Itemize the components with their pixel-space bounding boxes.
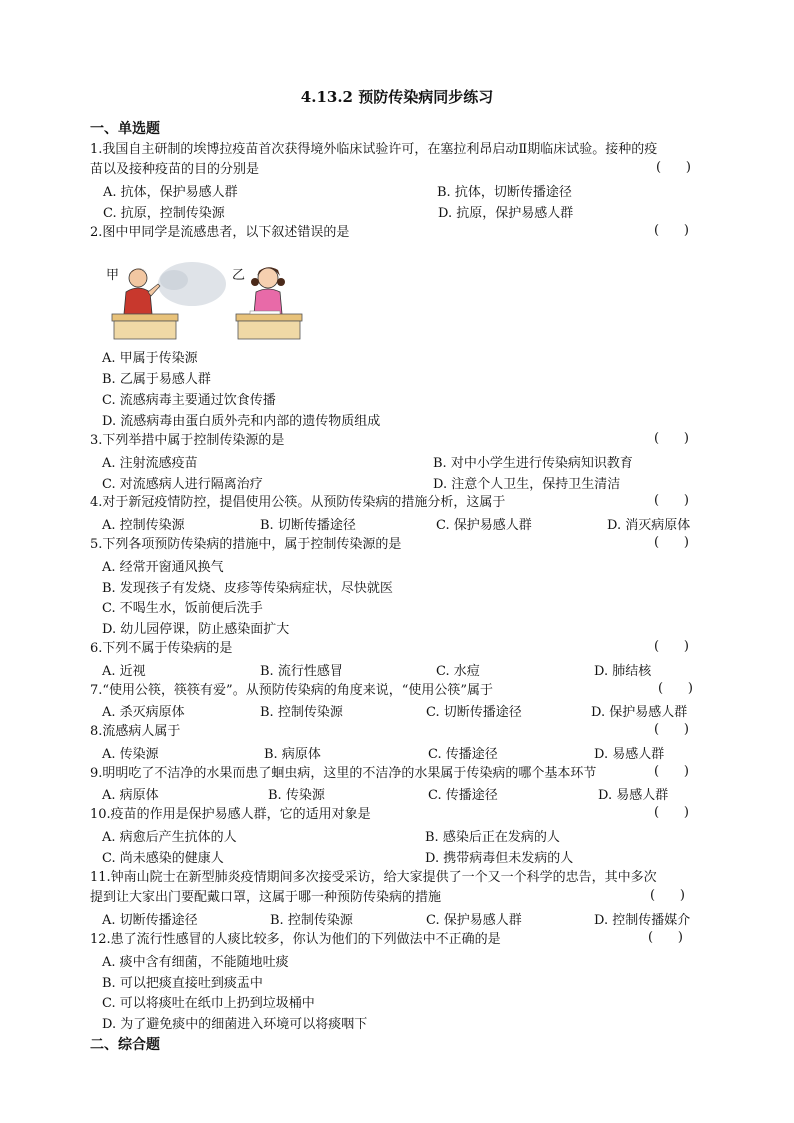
- question-10-option-a: A. 病愈后产生抗体的人: [102, 830, 237, 845]
- right-desk-front: [238, 321, 300, 339]
- question-3-option-b: B. 对中小学生进行传染病知识教育: [433, 456, 633, 471]
- question-1-stem-line2: 苗以及接种疫苗的目的分别是: [90, 162, 260, 177]
- answer-blank: ( ): [654, 535, 689, 550]
- girl-ponytail-right: [277, 278, 285, 286]
- answer-blank: ( ): [656, 160, 691, 175]
- question-11-option-a: A. 切断传播途径: [102, 913, 198, 928]
- answer-blank: ( ): [648, 930, 683, 945]
- question-12-option-b: B. 可以把痰直接吐到痰盂中: [102, 976, 263, 991]
- question-7-option-a: A. 杀灭病原体: [102, 705, 185, 720]
- question-11-option-d: D. 控制传播媒介: [594, 913, 691, 928]
- question-1-option-d: D. 抗原，保护易感人群: [438, 206, 574, 221]
- question-3-option-a: A. 注射流感疫苗: [102, 456, 198, 471]
- question-4-option-c: C. 保护易感人群: [436, 518, 532, 533]
- question-1-option-c: C. 抗原，控制传染源: [103, 206, 225, 221]
- question-9-option-a: A. 病原体: [102, 788, 159, 803]
- question-10-option-b: B. 感染后正在发病的人: [425, 830, 560, 845]
- figure-label-yi: 乙: [232, 268, 246, 283]
- answer-blank: ( ): [654, 722, 689, 737]
- question-8-option-c: C. 传播途径: [428, 747, 498, 762]
- question-5-stem: 5.下列各项预防传染病的措施中，属于控制传染源的是: [90, 537, 402, 552]
- student-figure-illustration: [104, 258, 304, 342]
- question-2-option-c: C. 流感病毒主要通过饮食传播: [102, 393, 276, 408]
- question-6-option-c: C. 水痘: [436, 664, 480, 679]
- question-9-option-d: D. 易感人群: [598, 788, 669, 803]
- question-2-option-a: A. 甲属于传染源: [102, 351, 198, 366]
- question-3-option-c: C. 对流感病人进行隔离治疗: [102, 477, 263, 492]
- question-10-stem: 10.疫苗的作用是保护易感人群，它的适用对象是: [90, 807, 371, 822]
- figure-label-jia: 甲: [106, 268, 120, 283]
- question-9-option-b: B. 传染源: [268, 788, 325, 803]
- question-6-option-d: D. 肺结核: [594, 664, 652, 679]
- question-6-option-b: B. 流行性感冒: [260, 664, 343, 679]
- answer-blank: ( ): [654, 639, 689, 654]
- question-8-stem: 8.流感病人属于: [90, 724, 181, 739]
- question-3-option-d: D. 注意个人卫生，保持卫生清洁: [433, 477, 621, 492]
- right-desk-top: [236, 314, 302, 321]
- question-6-option-a: A. 近视: [102, 664, 146, 679]
- answer-blank: ( ): [658, 681, 693, 696]
- question-8-option-b: B. 病原体: [264, 747, 321, 762]
- answer-blank: ( ): [654, 493, 689, 508]
- book-on-desk: [250, 311, 280, 314]
- question-12-option-d: D. 为了避免痰中的细菌进入环境可以将痰咽下: [102, 1017, 368, 1032]
- question-8-option-d: D. 易感人群: [594, 747, 665, 762]
- question-6-stem: 6.下列不属于传染病的是: [90, 641, 233, 656]
- question-5-option-b: B. 发现孩子有发烧、皮疹等传染病症状，尽快就医: [102, 581, 393, 596]
- answer-blank: ( ): [654, 805, 689, 820]
- section-heading-comprehensive: 二、综合题: [90, 1037, 160, 1053]
- question-10-option-c: C. 尚未感染的健康人: [102, 851, 224, 866]
- question-9-option-c: C. 传播途径: [428, 788, 498, 803]
- answer-blank: ( ): [654, 431, 689, 446]
- question-4-stem: 4.对于新冠疫情防控，提倡使用公筷。从预防传染病的措施分析，这属于: [90, 495, 506, 510]
- answer-blank: ( ): [654, 223, 689, 238]
- section-heading-single-choice: 一、单选题: [90, 121, 160, 137]
- question-4-option-b: B. 切断传播途径: [260, 518, 356, 533]
- question-2-option-d: D. 流感病毒由蛋白质外壳和内部的遗传物质组成: [102, 414, 381, 429]
- left-desk-top: [112, 314, 178, 321]
- boy-arm: [148, 284, 160, 296]
- question-9-stem: 9.明明吃了不洁净的水果而患了蛔虫病，这里的不洁净的水果属于传染病的哪个基本环节: [90, 766, 597, 781]
- question-5-option-a: A. 经常开窗通风换气: [102, 560, 224, 575]
- question-5-option-d: D. 幼儿园停课，防止感染面扩大: [102, 622, 290, 637]
- question-1-stem-line1: 1.我国自主研制的埃博拉疫苗首次获得境外临床试验许可，在塞拉利昂启动Ⅱ期临床试验。接种的疫: [90, 142, 658, 157]
- question-10-option-d: D. 携带病毒但未发病的人: [425, 851, 574, 866]
- question-12-option-a: A. 痰中含有细菌，不能随地吐痰: [102, 955, 289, 970]
- answer-blank: ( ): [654, 764, 689, 779]
- question-4-option-d: D. 消灭病原体: [607, 518, 691, 533]
- question-1-option-a: A. 抗体，保护易感人群: [103, 185, 238, 200]
- question-12-stem: 12.患了流行性感冒的人痰比较多，你认为他们的下列做法中不正确的是: [90, 932, 501, 947]
- question-11-option-c: C. 保护易感人群: [426, 913, 522, 928]
- question-4-option-a: A. 控制传染源: [102, 518, 185, 533]
- girl-shirt: [254, 289, 282, 314]
- question-1-option-b: B. 抗体，切断传播途径: [437, 185, 572, 200]
- question-5-option-c: C. 不喝生水，饭前便后洗手: [102, 601, 263, 616]
- question-3-stem: 3.下列举措中属于控制传染源的是: [90, 433, 285, 448]
- left-desk-front: [114, 321, 176, 339]
- question-11-option-b: B. 控制传染源: [270, 913, 353, 928]
- question-7-option-c: C. 切断传播途径: [426, 705, 522, 720]
- girl-ponytail-left: [251, 278, 259, 286]
- question-7-option-b: B. 控制传染源: [260, 705, 343, 720]
- question-7-stem: 7.“使用公筷，筷筷有爱”。从预防传染病的角度来说，“使用公筷”属于: [90, 683, 493, 698]
- question-11-stem-line1: 11.钟南山院士在新型肺炎疫情期间多次接受采访，给大家提供了一个又一个科学的忠告，其中多次: [90, 870, 657, 885]
- droplet-cloud-core: [160, 270, 188, 290]
- question-11-stem-line2: 提到让大家出门要配戴口罩，这属于哪一种预防传染病的措施: [90, 890, 442, 905]
- question-2-stem: 2.图中甲同学是流感患者，以下叙述错误的是: [90, 225, 350, 240]
- question-12-option-c: C. 可以将痰吐在纸巾上扔到垃圾桶中: [102, 996, 315, 1011]
- page-title: 4.13.2 预防传染病同步练习: [300, 88, 494, 106]
- sneezing-students-illustration: [104, 258, 304, 342]
- question-2-option-b: B. 乙属于易感人群: [102, 372, 211, 387]
- answer-blank: ( ): [650, 888, 685, 903]
- question-7-option-d: D. 保护易感人群: [591, 705, 688, 720]
- question-8-option-a: A. 传染源: [102, 747, 159, 762]
